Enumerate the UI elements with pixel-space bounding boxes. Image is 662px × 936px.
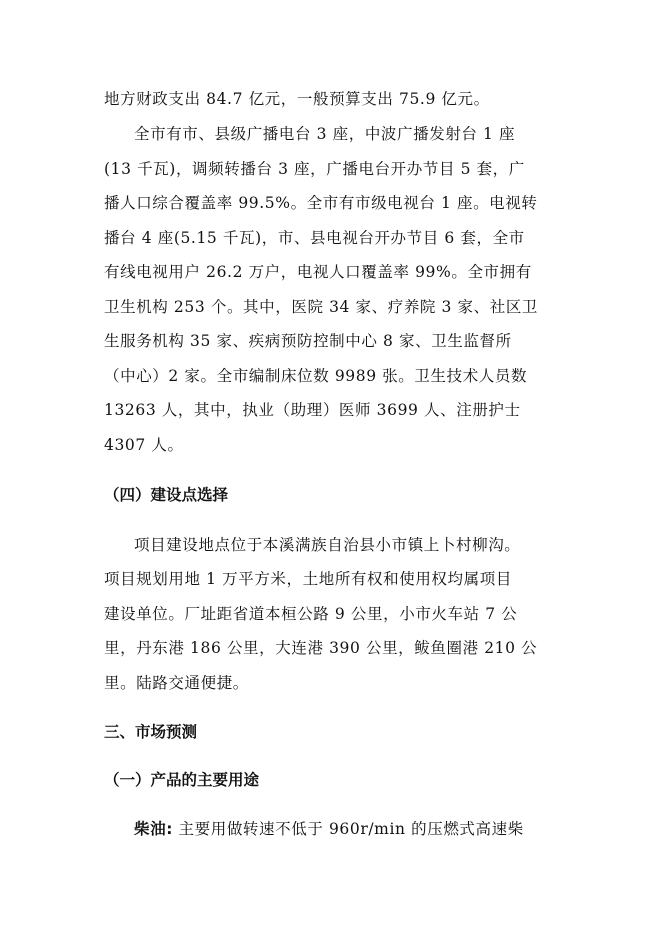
paragraph-site-line-2: 项目规划用地 1 万平方米，土地所有权和使用权均属项目	[104, 570, 512, 588]
paragraph-site-line-5: 里。陆路交通便捷。	[104, 674, 249, 692]
paragraph-broadcast-line-2: (13 千瓦)，调频转播台 3 座，广播电台开办节目 5 套，广	[104, 160, 525, 178]
paragraph-diesel-line-1	[134, 818, 564, 840]
paragraph-site-line-4: 里，丹东港 186 公里，大连港 390 公里，鲅鱼圈港 210 公	[104, 639, 538, 657]
paragraph-site-line-3: 建设单位。厂址距省道本桓公路 9 公里，小市火车站 7 公	[104, 605, 518, 623]
paragraph-broadcast-line-6: 卫生机构 253 个。其中，医院 34 家、疗养院 3 家、社区卫	[104, 298, 539, 316]
paragraph-broadcast-line-9: 13263 人，其中，执业（助理）医师 3699 人、注册护士	[104, 401, 521, 419]
section-title-market-forecast: 三、市场预测	[104, 723, 198, 741]
paragraph-broadcast-line-7: 生服务机构 35 家、疾病预防控制中心 8 家、卫生监督所	[104, 332, 512, 350]
paragraph-site-line-1: 项目建设地点位于本溪满族自治县小市镇上卜村柳沟。	[134, 536, 521, 554]
diesel-description: 主要用做转速不低于 960r/min 的压燃式高速柴	[173, 820, 524, 838]
paragraph-broadcast-line-1: 全市有市、县级广播电台 3 座，中波广播发射台 1 座	[134, 125, 516, 143]
paragraph-broadcast-line-4: 播台 4 座(5.15 千瓦)，市、县电视台开办节目 6 套，全市	[104, 229, 525, 247]
heading-site-selection: （四）建设点选择	[104, 486, 229, 504]
heading-product-uses: （一）产品的主要用途	[104, 771, 260, 789]
paragraph-broadcast-line-8: （中心）2 家。全市编制床位数 9989 张。卫生技术人员数	[104, 367, 528, 385]
paragraph-broadcast-line-5: 有线电视用户 26.2 万户，电视人口覆盖率 99%。全市拥有	[104, 263, 532, 281]
paragraph-fiscal-line-1: 地方财政支出 84.7 亿元，一般预算支出 75.9 亿元。	[104, 90, 490, 108]
paragraph-broadcast-line-3: 播人口综合覆盖率 99.5%。全市有市级电视台 1 座。电视转	[104, 194, 538, 212]
paragraph-broadcast-line-10: 4307 人。	[104, 436, 184, 454]
diesel-term: 柴油:	[134, 820, 173, 838]
